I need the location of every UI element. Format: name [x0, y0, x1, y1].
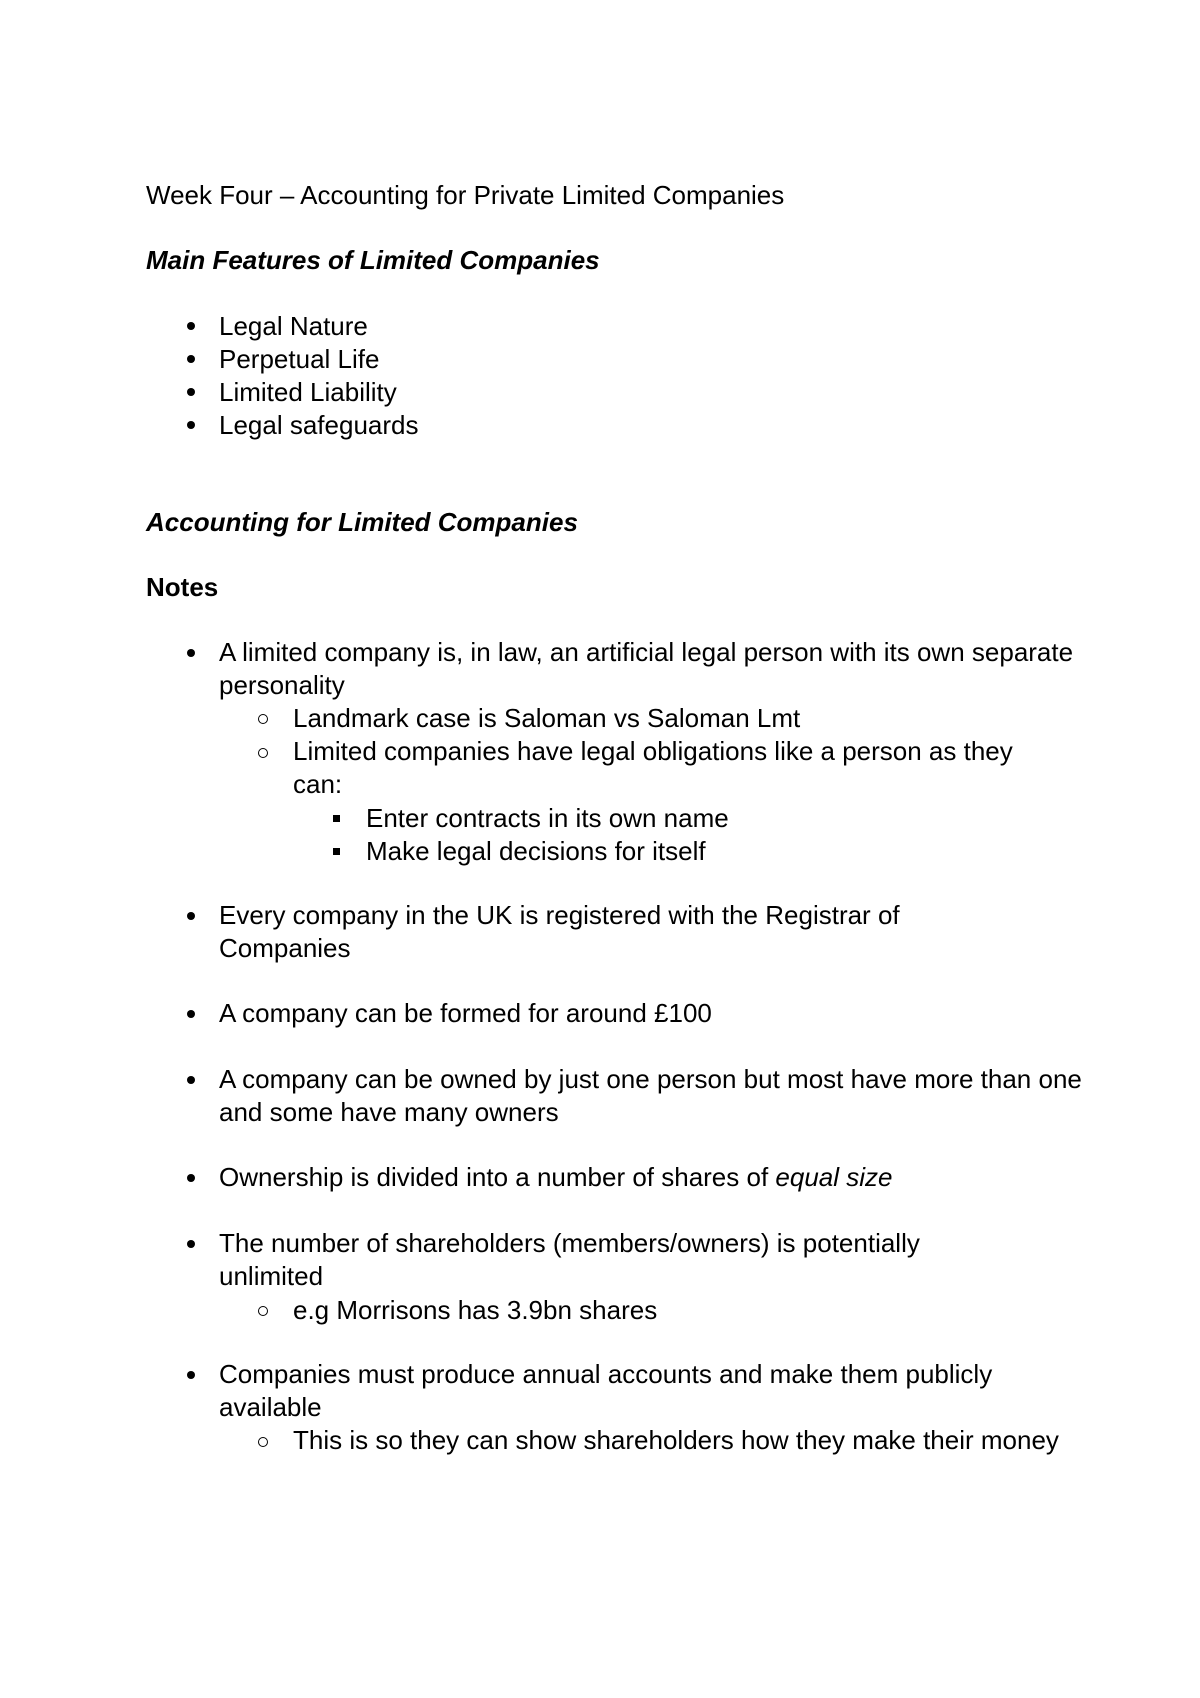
sub-note-item: e.g Morrisons has 3.9bn shares	[293, 1295, 658, 1325]
bullet-circle-icon	[258, 1306, 268, 1316]
bullet-dot-icon	[187, 1076, 195, 1084]
bullet-dot-icon	[187, 1371, 195, 1379]
bullet-circle-icon	[258, 1437, 268, 1447]
bullet-dot-icon	[187, 1174, 195, 1182]
section-heading-accounting: Accounting for Limited Companies	[146, 507, 578, 537]
note-emphasis: equal size	[775, 1162, 893, 1192]
note-text: Ownership is divided into a number of shares of	[219, 1162, 776, 1192]
note-item	[219, 1161, 892, 1193]
list-item: Legal safeguards	[219, 410, 419, 440]
sub-note-item: Landmark case is Saloman vs Saloman Lmt	[293, 703, 801, 733]
note-item: A company can be formed for around £100	[219, 998, 712, 1028]
sub-note-item: This is so they can show shareholders how they make their money	[293, 1425, 1059, 1455]
bullet-dot-icon	[187, 388, 195, 396]
bullet-square-icon	[333, 815, 340, 822]
note-item: The number of shareholders (members/owners) is potentially unlimited	[219, 1228, 920, 1291]
bullet-square-icon	[333, 848, 340, 855]
section-heading-main-features: Main Features of Limited Companies	[146, 245, 600, 275]
bullet-dot-icon	[187, 322, 195, 330]
sub-note-item: Limited companies have legal obligations like a person as they can:	[293, 736, 1013, 799]
bullet-dot-icon	[187, 649, 195, 657]
note-item: Every company in the UK is registered with the Registrar of Companies	[219, 900, 900, 963]
bullet-circle-icon	[258, 714, 268, 724]
bullet-dot-icon	[187, 912, 195, 920]
bullet-dot-icon	[187, 355, 195, 363]
sub-sub-note-item: Enter contracts in its own name	[366, 803, 729, 833]
note-item: A company can be owned by just one person but most have more than one and some have many owners	[219, 1064, 1082, 1127]
note-item: A limited company is, in law, an artificial legal person with its own separate personality	[219, 637, 1074, 700]
sub-sub-note-item: Make legal decisions for itself	[366, 836, 706, 866]
bullet-dot-icon	[187, 421, 195, 429]
bullet-dot-icon	[187, 1010, 195, 1018]
list-item: Legal Nature	[219, 311, 368, 341]
document-title: Week Four – Accounting for Private Limited Companies	[146, 180, 785, 210]
list-item: Limited Liability	[219, 377, 397, 407]
bullet-circle-icon	[258, 748, 268, 758]
bullet-dot-icon	[187, 1240, 195, 1248]
list-item: Perpetual Life	[219, 344, 380, 374]
notes-heading: Notes	[146, 572, 219, 602]
note-item: Companies must produce annual accounts and make them publicly available	[219, 1359, 993, 1422]
